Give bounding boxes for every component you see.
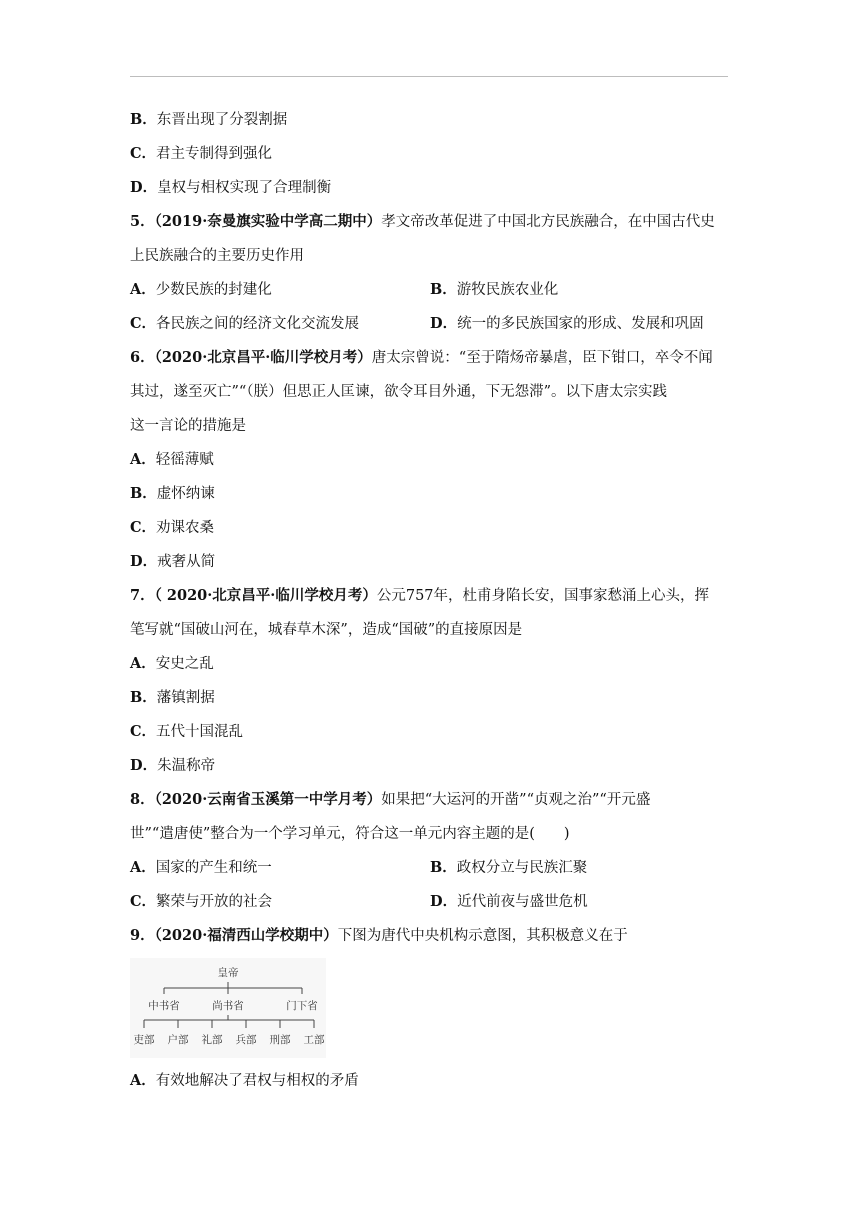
q4-option-d[interactable]: D．皇权与相权实现了合理制衡	[130, 179, 332, 196]
q8-option-d[interactable]: D．近代前夜与盛世危机	[430, 893, 588, 910]
q6-option-a[interactable]: A．轻徭薄赋	[130, 451, 214, 468]
org-chart	[130, 958, 326, 1058]
header-rule	[130, 76, 728, 77]
q9-stem-line1: 9．（2020·福清西山学校期中）下图为唐代中央机构示意图，其积极意义在于	[130, 927, 628, 944]
q6-stem-line2: 其过，遂至灭亡”“（朕）但思正人匡谏，欲令耳目外通，下无怨滞”。以下唐太宗实践	[130, 384, 667, 400]
q7-option-c[interactable]: C．五代十国混乱	[130, 723, 244, 740]
q6-option-b[interactable]: B．虚怀纳谏	[130, 485, 215, 502]
q8-option-c[interactable]: C．繁荣与开放的社会	[130, 893, 273, 910]
q5-option-c[interactable]: C．各民族之间的经济文化交流发展	[130, 315, 360, 332]
q7-stem-line2: 笔写就“国破山河在，城春草木深”，造成“国破”的直接原因是	[130, 622, 523, 638]
q5-stem-line2: 上民族融合的主要历史作用	[130, 248, 304, 264]
q7-option-a[interactable]: A．安史之乱	[130, 655, 214, 672]
q5-option-b[interactable]: B．游牧民族农业化	[430, 281, 559, 298]
q6-stem-line1: 6．（2020·北京昌平·临川学校月考）唐太宗曾说：“至于隋炀帝暴虐，臣下钳口，卒令不闻	[130, 349, 713, 366]
q4-option-b[interactable]: B．东晋出现了分裂割据	[130, 111, 288, 128]
zhongshu-node: 中书省	[148, 1000, 180, 1012]
q5-option-d[interactable]: D．统一的多民族国家的形成、发展和巩固	[430, 315, 704, 332]
libu-rites-node: 礼部	[201, 1034, 223, 1046]
q5-option-a[interactable]: A．少数民族的封建化	[130, 281, 272, 298]
gongbu-node: 工部	[303, 1034, 325, 1046]
q6-option-c[interactable]: C．劝课农桑	[130, 519, 215, 536]
emperor-node: 皇帝	[217, 967, 239, 979]
q8-stem-line1: 8．（2020·云南省玉溪第一中学月考）如果把“大运河的开凿”“贞观之治”“开元盛	[130, 791, 651, 808]
q7-option-b[interactable]: B．藩镇割据	[130, 689, 215, 706]
q6-stem-line3: 这一言论的措施是	[130, 418, 246, 434]
q8-option-b[interactable]: B．政权分立与民族汇聚	[430, 859, 588, 876]
q6-option-d[interactable]: D．戒奢从简	[130, 553, 216, 570]
q4-option-c[interactable]: C．君主专制得到强化	[130, 145, 273, 162]
hubu-node: 户部	[167, 1034, 189, 1046]
bingbu-node: 兵部	[235, 1034, 257, 1046]
libu-personnel-node: 吏部	[133, 1034, 155, 1046]
q8-stem-line2: 世”“遣唐使”整合为一个学习单元，符合这一单元内容主题的是( )	[130, 826, 570, 842]
menxia-node: 门下省	[286, 1000, 318, 1012]
q8-option-a[interactable]: A．国家的产生和统一	[130, 859, 272, 876]
xingbu-node: 刑部	[269, 1034, 291, 1046]
q7-option-d[interactable]: D．朱温称帝	[130, 757, 216, 774]
q9-option-a[interactable]: A．有效地解决了君权与相权的矛盾	[130, 1072, 359, 1089]
central-government-diagram	[130, 958, 326, 1058]
q5-stem-line1: 5．（2019·奈曼旗实验中学高二期中）孝文帝改革促进了中国北方民族融合，在中国古代史	[130, 213, 715, 230]
q7-stem-line1: 7．（ 2020·北京昌平·临川学校月考）公元757年，杜甫身陷长安，国事家愁涌上心头，挥	[130, 587, 710, 604]
shangshu-node: 尚书省	[212, 1000, 244, 1012]
